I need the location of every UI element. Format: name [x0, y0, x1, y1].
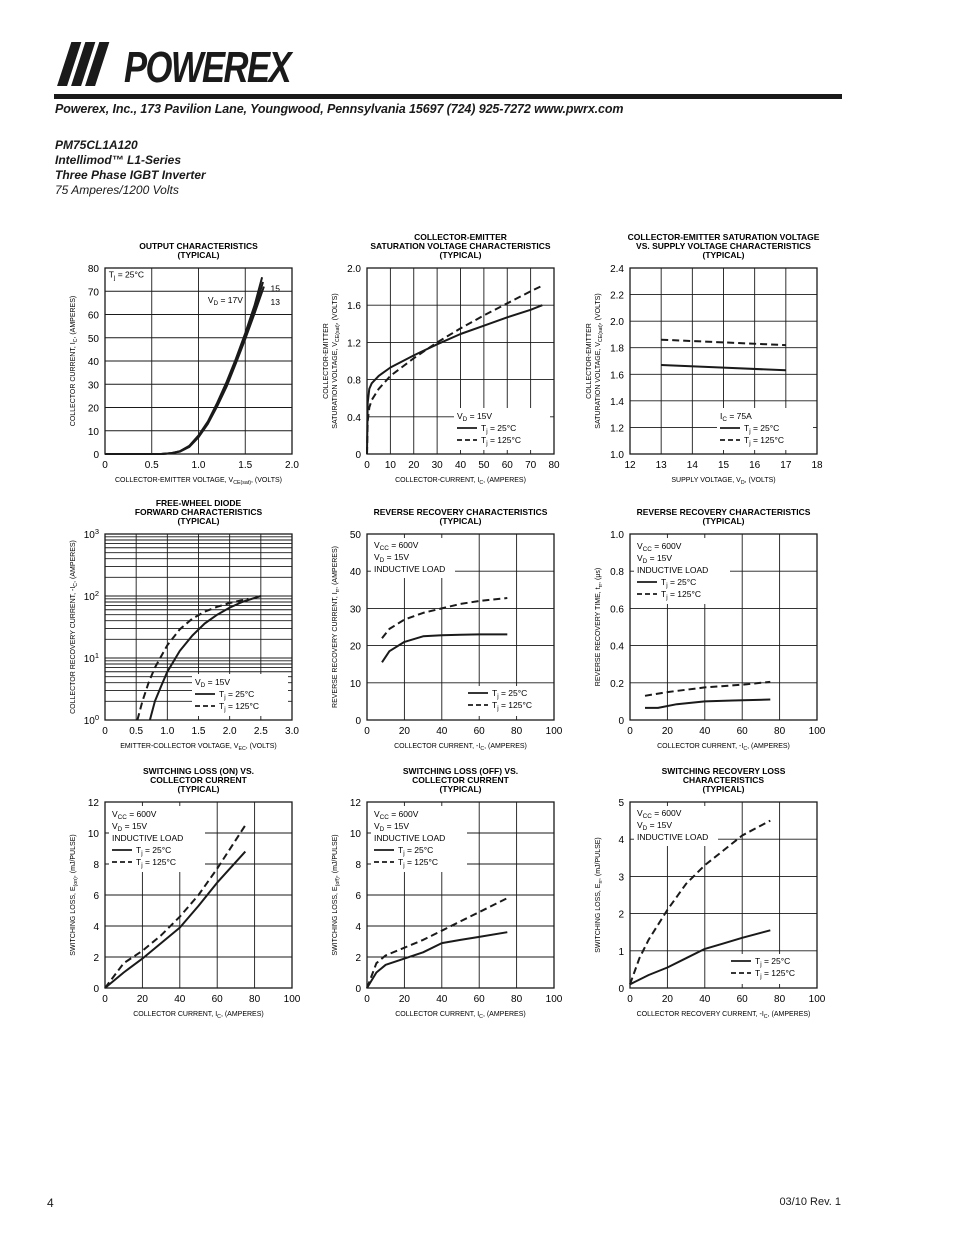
y-tick-label: 0: [355, 984, 361, 995]
x-tick-label: 60: [473, 726, 485, 737]
x-tick-label: 60: [736, 994, 748, 1005]
y-tick-label: 1.0: [610, 530, 624, 541]
condition-text: INDUCTIVE LOAD: [112, 833, 184, 843]
x-tick-label: 0: [364, 726, 370, 737]
chart-svg: [317, 489, 584, 765]
condition-text: $V_{CC} = 600V$: [374, 809, 419, 821]
y-tick-label: 2: [93, 953, 99, 964]
x-tick-label: 0.5: [129, 726, 144, 737]
legend-label: $T_j = 25^\circ C$: [744, 423, 780, 435]
x-tick-label: 20: [661, 726, 673, 737]
y-axis-label: SWITCHING LOSS, $E_{(on)}$, (mJ/PULSE): [70, 834, 79, 956]
series-line-125c: [367, 898, 507, 988]
x-tick-label: 60: [473, 994, 485, 1005]
y-tick-label: 50: [87, 333, 99, 345]
brand-wordmark: POWEREX: [124, 43, 294, 92]
conditions-block: [634, 806, 718, 846]
part-number: PM75CL1A120: [55, 138, 138, 152]
legend-label: $T_j = 25^\circ C$: [481, 423, 517, 435]
x-tick-label: 3.0: [285, 726, 299, 737]
product-series: Intellimod™ L1-Series: [55, 153, 182, 167]
chart-title: SWITCHING LOSS (ON) VS.: [143, 766, 254, 776]
y-tick-label: 0: [93, 450, 99, 461]
y-tick-label: 10: [87, 829, 99, 840]
x-tick-label: 100: [283, 994, 301, 1005]
x-axis-label: SUPPLY VOLTAGE, $V_D$, (VOLTS): [671, 477, 776, 486]
y-tick-label: 6: [355, 891, 361, 902]
condition-text: $V_D = 15V$: [374, 552, 410, 564]
x-tick-label: 30: [431, 460, 443, 471]
x-tick-label: 18: [811, 460, 823, 471]
x-tick-label: 80: [511, 994, 523, 1005]
x-tick-label: 1.5: [191, 726, 206, 737]
powerex-logo: [52, 40, 294, 92]
y-tick-label: 70: [87, 287, 99, 299]
condition-text: INDUCTIVE LOAD: [374, 564, 446, 574]
series-line-a: [367, 932, 507, 988]
x-tick-label: 40: [699, 994, 711, 1005]
x-tick-label: 16: [749, 460, 761, 471]
legend: [192, 674, 288, 716]
condition-text: $V_D = 15V$: [637, 820, 673, 832]
y-tick-label: 0: [355, 450, 361, 461]
x-tick-label: 60: [501, 460, 513, 471]
x-tick-label: 40: [454, 460, 467, 471]
y-axis-label: COLLECTOR-EMITTER: [586, 323, 593, 399]
condition-text: INDUCTIVE LOAD: [637, 565, 709, 575]
y-tick-label: 4: [93, 922, 99, 933]
y-tick-label: 8: [93, 860, 99, 871]
legend-label: $T_j = 25^\circ C$: [661, 577, 697, 589]
x-tick-label: 60: [211, 994, 223, 1005]
chart-title: (TYPICAL): [177, 784, 220, 794]
legend-label: $T_j = 125^\circ C$: [661, 589, 702, 601]
y-tick-label: 2.0: [610, 317, 624, 329]
x-tick-label: 100: [808, 726, 826, 737]
y-tick-label: $10^2$: [83, 589, 99, 603]
y-tick-label: 1.6: [610, 370, 624, 382]
chart-output-characteristics: [55, 223, 322, 504]
x-tick-label: 40: [174, 994, 186, 1005]
chart-switching-recovery-loss: [580, 757, 847, 1038]
chart-title: (TYPICAL): [439, 516, 482, 526]
x-tick-label: 40: [699, 726, 711, 737]
chart-svg: [55, 223, 322, 499]
x-tick-label: 20: [661, 994, 673, 1005]
y-tick-label: 4: [618, 835, 624, 847]
chart-title: COLLECTOR-EMITTER SATURATION VOLTAGE: [627, 232, 820, 242]
y-axis-label: SWITCHING LOSS, $E_{(off)}$, (mJ/PULSE): [332, 834, 341, 956]
y-tick-label: 10: [349, 829, 361, 840]
condition-text: $V_D = 15V$: [637, 553, 673, 565]
company-address: Powerex, Inc., 173 Pavilion Lane, Youngwood, Pennsylvania 15697 (724) 925-7272 www.pwrx.com: [55, 102, 624, 116]
x-tick-label: 40: [436, 994, 448, 1005]
legend: [109, 806, 205, 872]
chart-title: COLLECTOR CURRENT: [150, 775, 247, 785]
chart-title: OUTPUT CHARACTERISTICS: [139, 241, 258, 251]
y-tick-label: 1.4: [610, 396, 624, 408]
chart-svg: [580, 223, 847, 499]
x-tick-label: 20: [408, 460, 420, 471]
conditions-block: [371, 538, 455, 578]
y-tick-label: 0: [355, 716, 361, 727]
chart-title: VS. SUPPLY VOLTAGE CHARACTERISTICS: [636, 241, 811, 251]
y-tick-label: 3: [618, 872, 624, 884]
x-tick-label: 2.0: [285, 460, 299, 471]
chart-title: (TYPICAL): [177, 250, 220, 260]
annotation: $V_D = 17V$: [207, 294, 243, 307]
y-tick-label: 0.4: [347, 412, 361, 424]
annotation: 13: [270, 297, 280, 308]
chart-title: REVERSE RECOVERY CHARACTERISTICS: [636, 507, 811, 517]
y-tick-label: 40: [87, 357, 99, 368]
x-tick-label: 13: [655, 460, 667, 471]
chart-title: (TYPICAL): [177, 516, 220, 526]
y-tick-label: 12: [349, 798, 361, 809]
legend-label: $T_j = 125^\circ C$: [136, 857, 177, 869]
x-tick-label: 0: [102, 994, 108, 1005]
chart-title: SWITCHING LOSS (OFF) VS.: [402, 766, 519, 776]
chart-reverse-recovery-time: [580, 489, 847, 770]
chart-title: COLLECTOR CURRENT: [412, 775, 509, 785]
legend-label: $T_j = 25^\circ C$: [492, 688, 528, 700]
x-tick-label: 80: [249, 994, 261, 1005]
x-tick-label: 80: [774, 994, 786, 1005]
series-line-125c: [382, 598, 507, 638]
y-tick-label: 0: [618, 984, 624, 995]
x-tick-label: 20: [398, 726, 410, 737]
condition-text: $I_C = 75A$: [720, 411, 752, 423]
y-tick-label: 20: [349, 641, 361, 653]
product-header: [55, 138, 206, 198]
page-number: 4: [47, 1196, 54, 1210]
y-tick-label: 2: [618, 909, 624, 921]
legend: [729, 954, 813, 984]
x-tick-label: 80: [548, 460, 560, 471]
legend-label: $T_j = 25^\circ C$: [219, 689, 255, 701]
y-tick-label: 2: [355, 953, 361, 964]
y-tick-label: 50: [349, 530, 361, 541]
y-tick-label: 0: [93, 984, 99, 995]
x-axis-label: COLLECTOR-EMITTER VOLTAGE, $V_{CE(sat)}$, (VOLTS): [114, 477, 283, 486]
y-tick-label: 5: [618, 798, 624, 809]
y-tick-label: 0.8: [610, 567, 624, 579]
chart-title: REVERSE RECOVERY CHARACTERISTICS: [373, 507, 548, 517]
y-axis-label: COLLECTOR CURRENT, $I_C$, (AMPERES): [70, 295, 79, 427]
y-tick-label: 12: [87, 798, 99, 809]
y-tick-label: 0.2: [610, 678, 624, 690]
x-tick-label: 0: [364, 994, 370, 1005]
x-tick-label: 50: [478, 460, 490, 471]
product-rating: 75 Amperes/1200 Volts: [55, 183, 179, 197]
x-tick-label: 12: [624, 460, 636, 471]
legend-label: $T_j = 125^\circ C$: [481, 435, 522, 447]
y-tick-label: 60: [87, 310, 99, 322]
x-tick-label: 0: [627, 994, 633, 1005]
y-tick-label: 30: [349, 604, 361, 616]
legend-label: $T_j = 25^\circ C$: [136, 845, 172, 857]
chart-switching-loss-on: [55, 757, 322, 1038]
chart-title: (TYPICAL): [439, 784, 482, 794]
header-rule: [54, 94, 842, 99]
y-tick-label: 4: [355, 922, 361, 933]
condition-text: $V_D = 15V$: [374, 821, 410, 833]
x-tick-label: 17: [780, 460, 792, 471]
y-axis-label: SWITCHING LOSS, $E_{rr}$, (mJ/PULSE): [595, 837, 604, 953]
y-tick-label: $10^0$: [83, 713, 99, 727]
series-line-b2: [105, 287, 264, 454]
x-tick-label: 60: [736, 726, 748, 737]
x-tick-label: 0: [102, 726, 108, 737]
x-tick-label: 100: [545, 994, 563, 1005]
chart-svg: [55, 489, 322, 765]
condition-text: $V_D = 15V$: [112, 821, 148, 833]
chart-title: CHARACTERISTICS: [682, 775, 765, 785]
legend-label: $T_j = 125^\circ C$: [398, 857, 439, 869]
x-tick-label: 80: [511, 726, 523, 737]
y-tick-label: $10^1$: [83, 651, 99, 665]
chart-title: (TYPICAL): [702, 516, 745, 526]
chart-title: FREE-WHEEL DIODE: [155, 498, 242, 508]
x-tick-label: 20: [136, 994, 148, 1005]
condition-text: $V_{CC} = 600V$: [374, 540, 419, 552]
x-tick-label: 0: [627, 726, 633, 737]
y-axis-label: REVERSE RECOVERY TIME, $t_{rr}$, (μs): [595, 567, 604, 687]
x-tick-label: 80: [774, 726, 786, 737]
y-tick-label: 10: [349, 678, 361, 690]
x-tick-label: 10: [384, 460, 396, 471]
x-tick-label: 1.0: [160, 726, 175, 737]
y-axis-label: SATURATION VOLTAGE, $V_{CE(sat)}$, (VOLTS): [595, 293, 604, 429]
legend-label: $T_j = 125^\circ C$: [755, 968, 796, 980]
chart-svg: [55, 757, 322, 1033]
annotation: 15: [270, 283, 280, 294]
chart-vce-sat-vs-ic: [317, 223, 584, 504]
x-tick-label: 2.5: [253, 726, 268, 737]
y-axis-label: SATURATION VOLTAGE, $V_{CE(sat)}$, (VOLTS): [332, 293, 341, 429]
chart-title: SATURATION VOLTAGE CHARACTERISTICS: [370, 241, 551, 251]
y-tick-label: 1.2: [347, 338, 361, 350]
series-line-a: [645, 700, 770, 708]
y-tick-label: 0: [618, 716, 624, 727]
x-tick-label: 40: [436, 726, 448, 737]
x-tick-label: 100: [545, 726, 563, 737]
chart-svg: [580, 489, 847, 765]
y-axis-label: REVERSE RECOVERY CURRENT, $I_{rr}$, (AMPERES): [332, 546, 341, 708]
y-tick-label: 2.4: [610, 264, 624, 275]
y-tick-label: 0.4: [610, 641, 624, 653]
y-axis-label: COLLECTOR-EMITTER: [323, 323, 330, 399]
y-tick-label: 6: [93, 891, 99, 902]
y-tick-label: 0.6: [610, 604, 624, 616]
x-tick-label: 15: [717, 460, 730, 471]
y-tick-label: 2.0: [347, 264, 361, 275]
y-tick-label: 1.6: [347, 301, 361, 313]
x-axis-label: COLLECTOR-CURRENT, $I_C$, (AMPERES): [395, 477, 526, 486]
y-tick-label: 40: [349, 567, 361, 579]
x-axis-label: EMITTER-COLLECTOR VOLTAGE, $V_{EC}$, (VOLTS): [120, 743, 277, 752]
x-axis-label: COLLECTOR CURRENT, $-I_C$, (AMPERES): [657, 743, 790, 752]
x-tick-label: 70: [525, 460, 537, 471]
series-line-b1: [105, 282, 263, 454]
legend: [454, 408, 550, 450]
chart-title: FORWARD CHARACTERISTICS: [134, 507, 263, 517]
series-line-a: [382, 634, 507, 662]
condition-text: INDUCTIVE LOAD: [637, 832, 709, 842]
chart-reverse-recovery-current: [317, 489, 584, 770]
chart-title: COLLECTOR-EMITTER: [414, 232, 507, 242]
series-line-a: [105, 852, 245, 988]
condition-text: $V_D = 15V$: [195, 677, 231, 689]
chart-title: SWITCHING RECOVERY LOSS: [661, 766, 786, 776]
x-tick-label: 20: [398, 994, 410, 1005]
x-axis-label: COLLECTOR RECOVERY CURRENT, $-I_C$, (AMPERES): [636, 1011, 811, 1020]
y-tick-label: 1: [618, 946, 624, 958]
x-tick-label: 1.5: [238, 460, 253, 471]
y-axis-label: COLLECTOR RECOVERY CURRENT, $-I_C$, (AMPERES): [70, 540, 79, 714]
chart-diode-forward: [55, 489, 322, 770]
chart-title: (TYPICAL): [439, 250, 482, 260]
legend: [371, 806, 467, 872]
x-axis-label: COLLECTOR CURRENT, $I_C$, (AMPERES): [133, 1011, 264, 1020]
legend: [634, 538, 730, 604]
x-axis-label: COLLECTOR CURRENT, $-I_C$, (AMPERES): [394, 743, 527, 752]
legend-label: $T_j = 25^\circ C$: [398, 845, 434, 857]
y-tick-label: 30: [87, 380, 99, 392]
grid: [105, 268, 292, 454]
x-tick-label: 1.0: [191, 460, 206, 471]
chart-svg: [317, 223, 584, 499]
x-tick-label: 2.0: [222, 726, 237, 737]
legend: [717, 408, 813, 450]
condition-text: INDUCTIVE LOAD: [374, 833, 446, 843]
x-tick-label: 0: [102, 460, 108, 471]
y-tick-label: 1.8: [610, 343, 624, 355]
y-tick-label: 0.8: [347, 375, 361, 387]
condition-text: $V_D = 15V$: [457, 411, 493, 423]
condition-text: $V_{CC} = 600V$: [637, 541, 682, 553]
condition-text: $V_{CC} = 600V$: [637, 808, 682, 820]
legend-label: $T_j = 125^\circ C$: [219, 701, 260, 713]
y-tick-label: 8: [355, 860, 361, 871]
y-tick-label: 10: [87, 426, 99, 438]
x-tick-label: 0.5: [144, 460, 159, 471]
x-tick-label: 100: [808, 994, 826, 1005]
product-description: Three Phase IGBT Inverter: [55, 168, 206, 182]
chart-title: (TYPICAL): [702, 784, 745, 794]
legend-label: $T_j = 125^\circ C$: [744, 435, 785, 447]
y-tick-label: 80: [87, 264, 99, 275]
x-tick-label: 0: [364, 460, 370, 471]
y-tick-label: 2.2: [610, 290, 624, 302]
chart-svg: [580, 757, 847, 1033]
y-tick-label: 20: [87, 403, 99, 415]
chart-title: (TYPICAL): [702, 250, 745, 260]
condition-text: $V_{CC} = 600V$: [112, 809, 157, 821]
y-tick-label: $10^3$: [83, 527, 99, 541]
y-tick-label: 1.2: [610, 423, 624, 435]
legend-label: $T_j = 25^\circ C$: [755, 956, 791, 968]
y-tick-label: 1.0: [610, 450, 624, 461]
annotation: $T_j = 25^\circ C$: [108, 269, 145, 282]
chart-vce-sat-vs-vd: [580, 223, 847, 504]
legend: [466, 686, 550, 716]
chart-switching-loss-off: [317, 757, 584, 1038]
revision: 03/10 Rev. 1: [779, 1196, 841, 1208]
x-axis-label: COLLECTOR CURRENT, $I_C$, (AMPERES): [395, 1011, 526, 1020]
chart-svg: [317, 757, 584, 1033]
x-tick-label: 14: [686, 460, 698, 471]
series-line-125c: [645, 682, 770, 696]
legend-label: $T_j = 125^\circ C$: [492, 700, 533, 712]
